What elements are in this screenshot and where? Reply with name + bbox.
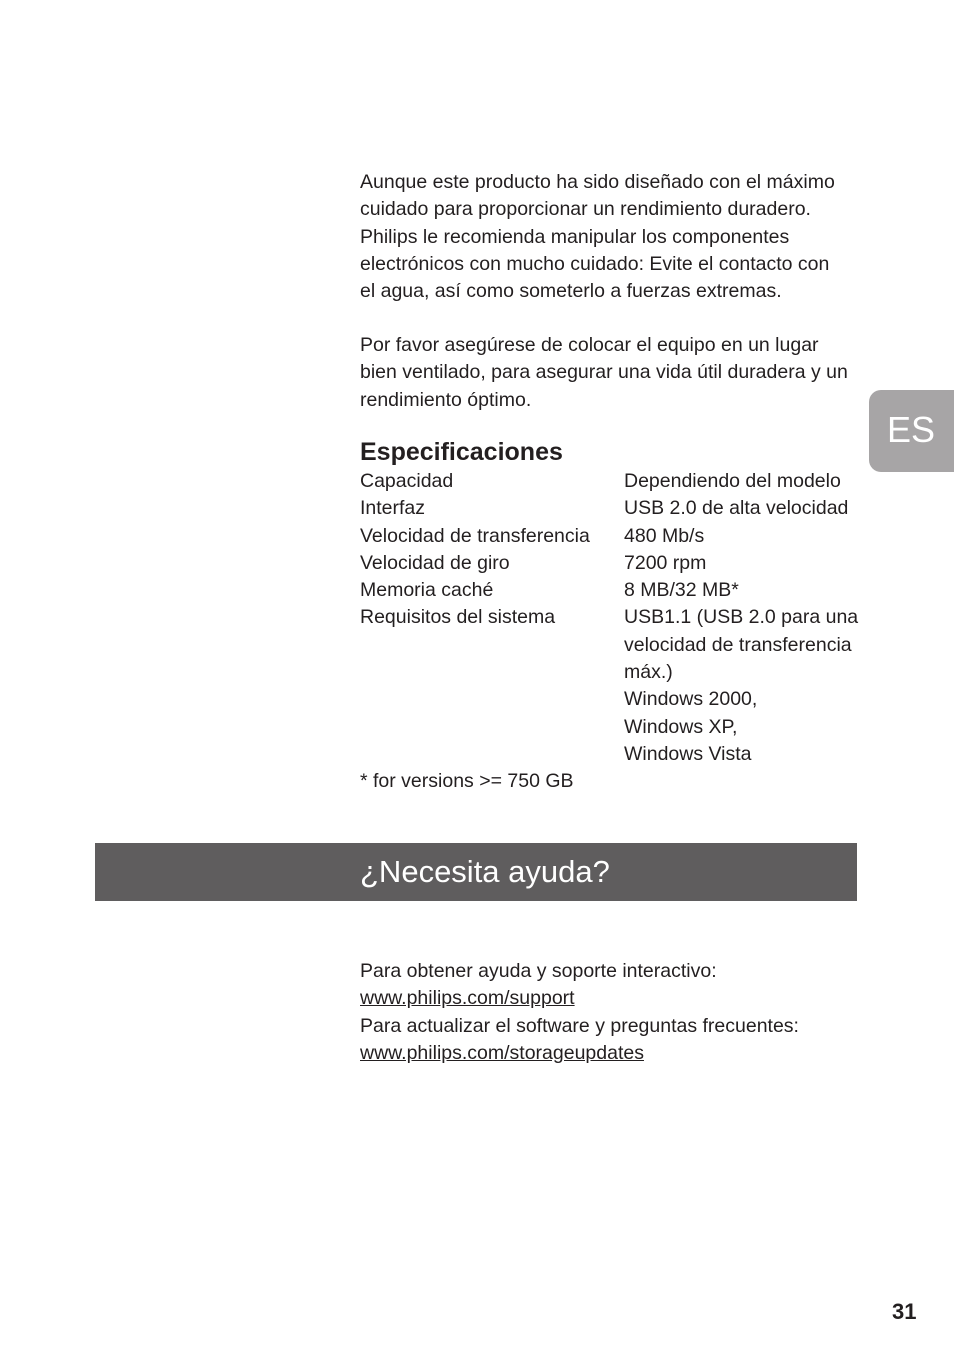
spec-label: Capacidad	[360, 470, 454, 492]
spec-row-transfer-speed	[360, 523, 860, 550]
intro-line: Philips le recomienda manipular los componentes	[360, 225, 790, 248]
spec-row-system-requirements	[360, 604, 860, 768]
spec-value-line: Dependiendo del modelo	[624, 470, 841, 492]
spec-row-capacity	[360, 468, 860, 495]
ventilation-line: Por favor asegúrese de colocar el equipo en un lugar	[360, 334, 819, 356]
spec-value-line: 480 Mb/s	[624, 524, 705, 547]
specs-table	[360, 468, 860, 768]
spec-value-line: velocidad de transferencia	[624, 633, 852, 656]
spec-value-line: USB 2.0 de alta velocidad	[624, 497, 849, 520]
spec-label: Requisitos del sistema	[360, 606, 556, 629]
spec-value	[624, 604, 860, 768]
spec-label: Velocidad de giro	[360, 551, 510, 574]
specs-footnote: * for versions >= 750 GB	[360, 770, 574, 792]
help-banner	[95, 843, 857, 901]
support-link-line	[360, 985, 799, 1012]
specs-heading: Especificaciones	[360, 438, 563, 466]
spec-value-line: Windows Vista	[624, 742, 752, 765]
spec-label: Velocidad de transferencia	[360, 524, 590, 547]
spec-label: Interfaz	[360, 497, 426, 520]
spec-value-line: Windows XP,	[624, 715, 738, 738]
ventilation-paragraph	[360, 332, 860, 414]
spec-value	[624, 495, 860, 522]
intro-line: electrónicos con mucho cuidado: Evite el contacto con	[360, 252, 830, 275]
support-link[interactable]: www.philips.com/support	[360, 987, 575, 1010]
spec-row-rotation-speed	[360, 550, 860, 577]
ventilation-line: rendimiento óptimo.	[360, 388, 532, 411]
spec-value-line: 7200 rpm	[624, 551, 707, 574]
page-number: 31	[892, 1299, 917, 1324]
help-banner-title: ¿Necesita ayuda?	[360, 854, 610, 889]
spec-value	[624, 523, 860, 550]
spec-value-line: USB1.1 (USB 2.0 para una	[624, 606, 859, 629]
spec-value	[624, 468, 860, 495]
spec-value-line: 8 MB/32 MB*	[624, 579, 739, 602]
intro-line: el agua, así como someterlo a fuerzas extremas.	[360, 280, 782, 303]
spec-row-interface	[360, 495, 860, 522]
intro-paragraph	[360, 169, 860, 305]
updates-text: Para actualizar el software y preguntas frecuentes:	[360, 1014, 799, 1037]
ventilation-line: bien ventilado, para asegurar una vida útil duradera y un	[360, 361, 848, 384]
spec-row-cache	[360, 577, 860, 604]
language-tab-label: ES	[887, 409, 936, 450]
spec-label: Memoria caché	[360, 579, 494, 602]
spec-value-line: máx.)	[624, 661, 673, 684]
intro-line: cuidado para proporcionar un rendimiento duradero.	[360, 198, 811, 221]
spec-value	[624, 577, 860, 604]
updates-link-line	[360, 1040, 799, 1067]
intro-line: Aunque este producto ha sido diseñado con el máximo	[360, 171, 835, 193]
help-section	[360, 958, 799, 1067]
updates-link[interactable]: www.philips.com/storageupdates	[360, 1041, 644, 1064]
support-text: Para obtener ayuda y soporte interactivo:	[360, 960, 717, 982]
language-tab	[869, 390, 954, 472]
spec-value	[624, 550, 860, 577]
spec-value-line: Windows 2000,	[624, 688, 758, 711]
